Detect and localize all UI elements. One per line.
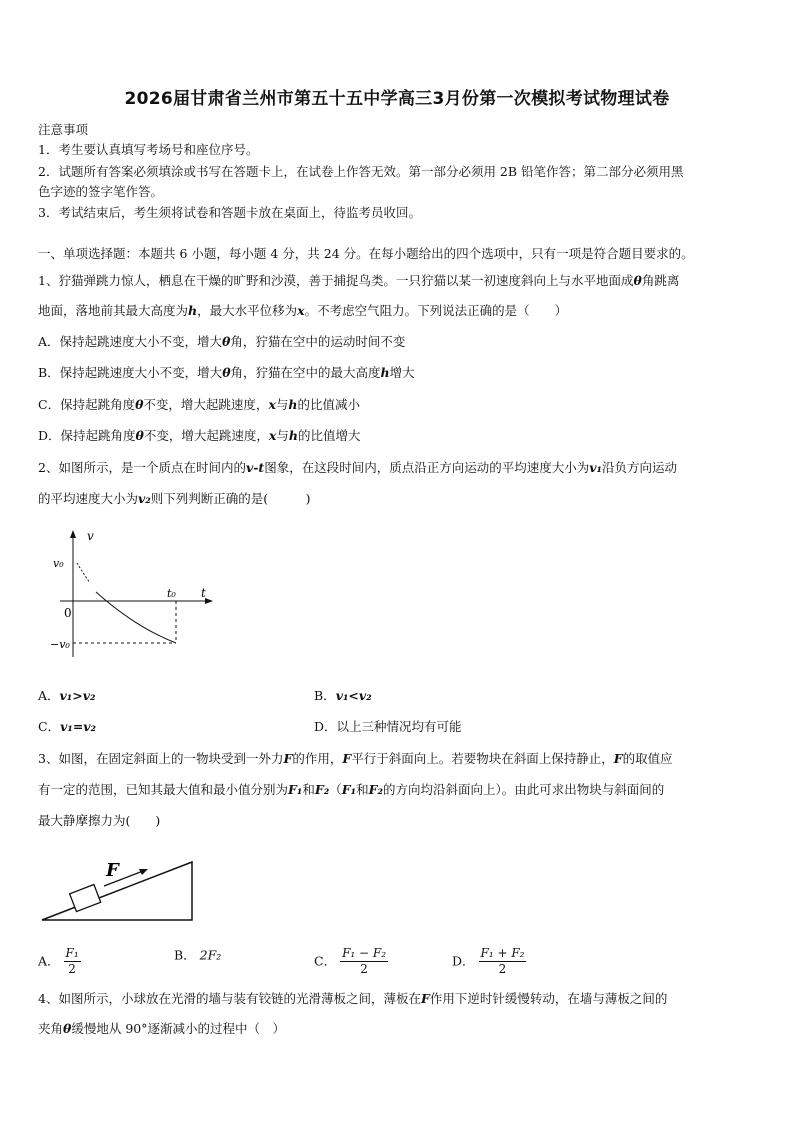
q3-stem-line2: 有一定的范围，已知其最大值和最小值分别为F₁和F₂（F₁和F₂的方向均沿斜面向上）。由此可求出物块与斜面间的 xyxy=(38,782,665,797)
neg-v0-label: −v₀ xyxy=(50,638,70,651)
vt-curve-upper xyxy=(77,563,90,583)
vt-curve xyxy=(96,592,176,643)
t-axis-arrow xyxy=(205,598,213,604)
v-axis-label: v xyxy=(87,529,94,543)
q1-option-c: C．保持起跳角度θ不变，增大起跳速度，x与h的比值减小 xyxy=(38,397,361,412)
q1-stem-line1: 1、狞猫弹跳力惊人，栖息在干燥的旷野和沙漠，善于捕捉鸟类。一只狞猫以某一初速度斜向上与水平地面成θ角跳离 xyxy=(38,273,680,288)
q1-option-a: A．保持起跳速度大小不变，增大θ角，狞猫在空中的运动时间不变 xyxy=(38,334,406,349)
t0-label: t₀ xyxy=(167,587,176,600)
q1-option-b: B．保持起跳速度大小不变，增大θ角，狞猫在空中的最大高度h增大 xyxy=(38,365,415,380)
section-heading: 一、单项选择题：本题共 6 小题，每小题 4 分，共 24 分。在每小题给出的四个选项中，只有一项是符合题目要求的。 xyxy=(38,246,694,261)
q1-option-d: D．保持起跳角度θ不变，增大起跳速度，x与h的比值增大 xyxy=(38,428,361,443)
q4-stem-line2: 夹角θ缓慢地从 90°逐渐减小的过程中（ ） xyxy=(38,1021,285,1036)
notice-item-3: 3．考试结束后，考生须将试卷和答题卡放在桌面上，待监考员收回。 xyxy=(38,205,421,220)
v0-label: v₀ xyxy=(53,557,64,570)
q1-stem-line2: 地面，落地前其最大高度为h，最大水平位移为x。不考虑空气阻力。下列说法正确的是（ ） xyxy=(38,303,568,318)
q4-stem-line1: 4、如图所示，小球放在光滑的墙与装有铰链的光滑薄板之间，薄板在F作用下逆时针缓慢转动，在墙与薄板之间的 xyxy=(38,991,668,1006)
origin-label: 0 xyxy=(64,606,72,620)
incline-figure xyxy=(40,852,200,924)
q2-stem-line1: 2、如图所示，是一个质点在时间内的v-t图象，在这段时间内，质点沿正方向运动的平均速度大小为v₁沿负方向运动 xyxy=(38,460,677,475)
force-label: F xyxy=(106,860,119,881)
notice-item-1: 1．考生要认真填写考场号和座位序号。 xyxy=(38,142,259,157)
t-axis-label: t xyxy=(201,586,206,600)
q2-option-b: B．v₁<v₂ xyxy=(314,688,372,703)
q2-option-d: D．以上三种情况均有可能 xyxy=(314,719,462,734)
q2-stem-line2: 的平均速度大小为v₂则下列判断正确的是( ) xyxy=(38,491,311,506)
q3-option-c: C． $\frac{\text{F₁ − F₂}}{2}$ xyxy=(314,946,387,976)
exam-title: 2026届甘肃省兰州市第五十五中学高三3月份第一次模拟考试物理试卷 xyxy=(124,89,670,109)
q2-option-c: C．v₁=v₂ xyxy=(38,719,97,734)
block xyxy=(70,884,101,911)
vt-graph-figure xyxy=(50,527,220,662)
q3-option-a: A． $\frac{\text{F₁}}{2}$ xyxy=(38,946,79,976)
q3-option-b: B． 2F₂ xyxy=(174,947,222,963)
v-axis-arrow xyxy=(70,530,76,538)
q3-stem-line3: 最大静摩擦力为( ) xyxy=(38,813,161,828)
notice-heading: 注意事项 xyxy=(38,122,89,137)
notice-item-2-cont: 色字迹的签字笔作答。 xyxy=(38,184,164,199)
q3-stem-line1: 3、如图，在固定斜面上的一物块受到一外力F的作用，F平行于斜面向上。若要物块在斜面上保持静止，F的取值应 xyxy=(38,751,673,766)
notice-item-2: 2．试题所有答案必须填涂或书写在答题卡上，在试卷上作答无效。第一部分必须用 2B 铅笔作答；第二部分必须用黑 xyxy=(38,164,684,179)
q3-option-d: D． $\frac{\text{F₁ + F₂}}{2}$ xyxy=(452,946,525,976)
q2-option-a: A．v₁>v₂ xyxy=(38,688,96,703)
